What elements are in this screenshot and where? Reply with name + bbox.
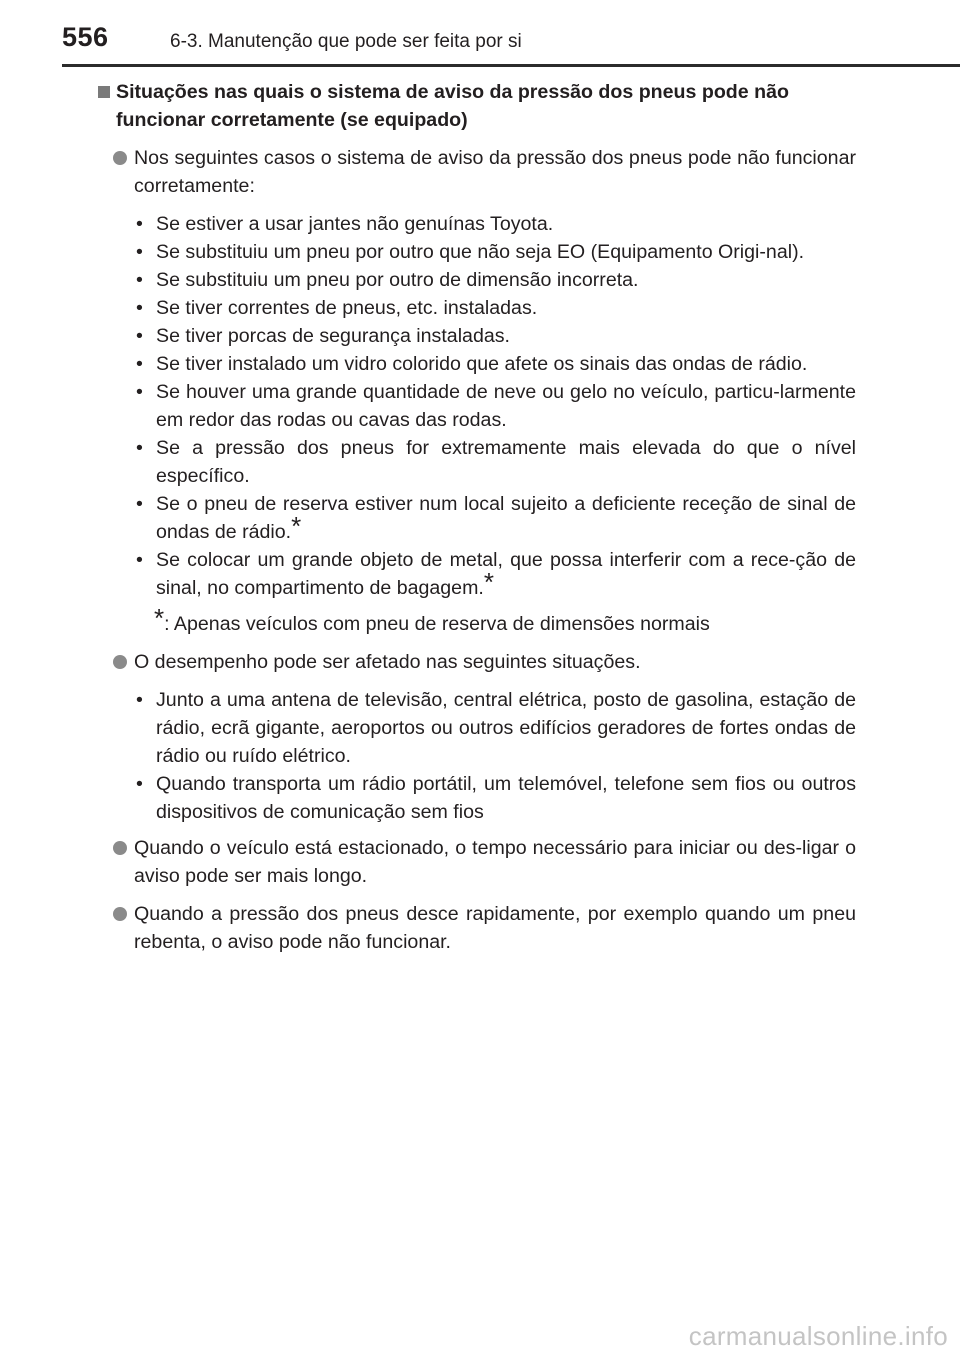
square-bullet-icon — [98, 86, 110, 98]
page-number: 556 — [62, 22, 109, 52]
running-title: 6-3. Manutenção que pode ser feita por si — [170, 31, 522, 52]
footnote — [98, 603, 856, 638]
list-item — [98, 546, 856, 602]
list-item-text: Junto a uma antena de televisão, central elétrica, posto de gasolina, estação de rádio, ecrã gigante, aeroportos ou outros edifícios geradores de fortes ondas de rádio ou ruído elétrico. — [156, 689, 856, 767]
bullet-icon: • — [136, 353, 143, 375]
watermark: carmanualsonline.info — [688, 1321, 948, 1351]
list-item-text: Se a pressão dos pneus for extremamente mais elevada do que o nível específico. — [156, 437, 856, 487]
asterisk-mark: * — [154, 603, 165, 633]
header-rule — [62, 64, 960, 67]
list-item — [98, 434, 856, 490]
bullet-icon: • — [136, 297, 143, 319]
list-item — [98, 266, 856, 294]
asterisk-mark: * — [483, 567, 494, 597]
list-item-text: Se substituiu um pneu por outro de dimensão incorreta. — [156, 269, 639, 291]
circle-bullet-icon — [113, 655, 127, 669]
list-item-text: Se colocar um grande objeto de metal, que possa interferir com a rece-ção de sinal, no compartimento de bagagem. — [156, 549, 856, 599]
bullet-icon: • — [136, 773, 143, 795]
list-item-text: Quando transporta um rádio portátil, um telemóvel, telefone sem fios ou outros dispositivos de comunicação sem fios — [156, 773, 856, 823]
list-item-text: Se substituiu um pneu por outro que não seja EO (Equipamento Origi-nal). — [156, 241, 805, 263]
bullet-icon: • — [136, 241, 143, 263]
paragraph-text: Quando a pressão dos pneus desce rapidamente, por exemplo quando um pneu rebenta, o aviso pode não funcionar. — [134, 903, 856, 953]
list-item-text: Se houver uma grande quantidade de neve ou gelo no veículo, particu-larmente em redor das rodas ou cavas das rodas. — [156, 381, 856, 431]
section-heading — [98, 78, 856, 134]
circle-bullet-icon — [113, 907, 127, 921]
list-item-text: Se o pneu de reserva estiver num local sujeito a deficiente receção de sinal de ondas de rádio. — [156, 493, 856, 543]
list-item-text: Se tiver instalado um vidro colorido que afete os sinais das ondas de rádio. — [156, 353, 808, 375]
section-heading-text: Situações nas quais o sistema de aviso da pressão dos pneus pode não funcionar corretamente (se equipado) — [116, 81, 789, 131]
paragraph — [98, 648, 856, 676]
bullet-icon: • — [136, 381, 143, 403]
paragraph — [98, 144, 856, 200]
bullet-icon: • — [136, 213, 143, 235]
bullet-icon: • — [136, 325, 143, 347]
bullet-list — [98, 686, 856, 826]
list-item — [98, 378, 856, 434]
paragraph-text: Nos seguintes casos o sistema de aviso da pressão dos pneus pode não funcionar corretamente: — [134, 147, 856, 197]
paragraph — [98, 900, 856, 956]
bullet-icon: • — [136, 549, 143, 571]
paragraph-text: Quando o veículo está estacionado, o tempo necessário para iniciar ou des-ligar o aviso pode ser mais longo. — [134, 837, 856, 887]
paragraph-text: O desempenho pode ser afetado nas seguintes situações. — [134, 651, 641, 673]
list-item-text: Se tiver correntes de pneus, etc. instaladas. — [156, 297, 538, 319]
bullet-icon: • — [136, 269, 143, 291]
bullet-icon: • — [136, 689, 143, 711]
circle-bullet-icon — [113, 841, 127, 855]
list-item — [98, 490, 856, 546]
footnote-text: : Apenas veículos com pneu de reserva de dimensões normais — [164, 613, 710, 635]
list-item — [98, 350, 856, 378]
circle-bullet-icon — [113, 151, 127, 165]
bullet-list — [98, 210, 856, 602]
list-item — [98, 770, 856, 826]
list-item — [98, 686, 856, 770]
list-item-text: Se estiver a usar jantes não genuínas Toyota. — [156, 213, 554, 235]
list-item-text: Se tiver porcas de segurança instaladas. — [156, 325, 510, 347]
paragraph — [98, 834, 856, 890]
page-content — [98, 78, 856, 966]
list-item — [98, 294, 856, 322]
list-item — [98, 210, 856, 238]
bullet-icon: • — [136, 437, 143, 459]
list-item — [98, 238, 856, 266]
list-item — [98, 322, 856, 350]
asterisk-mark: * — [291, 511, 302, 541]
bullet-icon: • — [136, 493, 143, 515]
